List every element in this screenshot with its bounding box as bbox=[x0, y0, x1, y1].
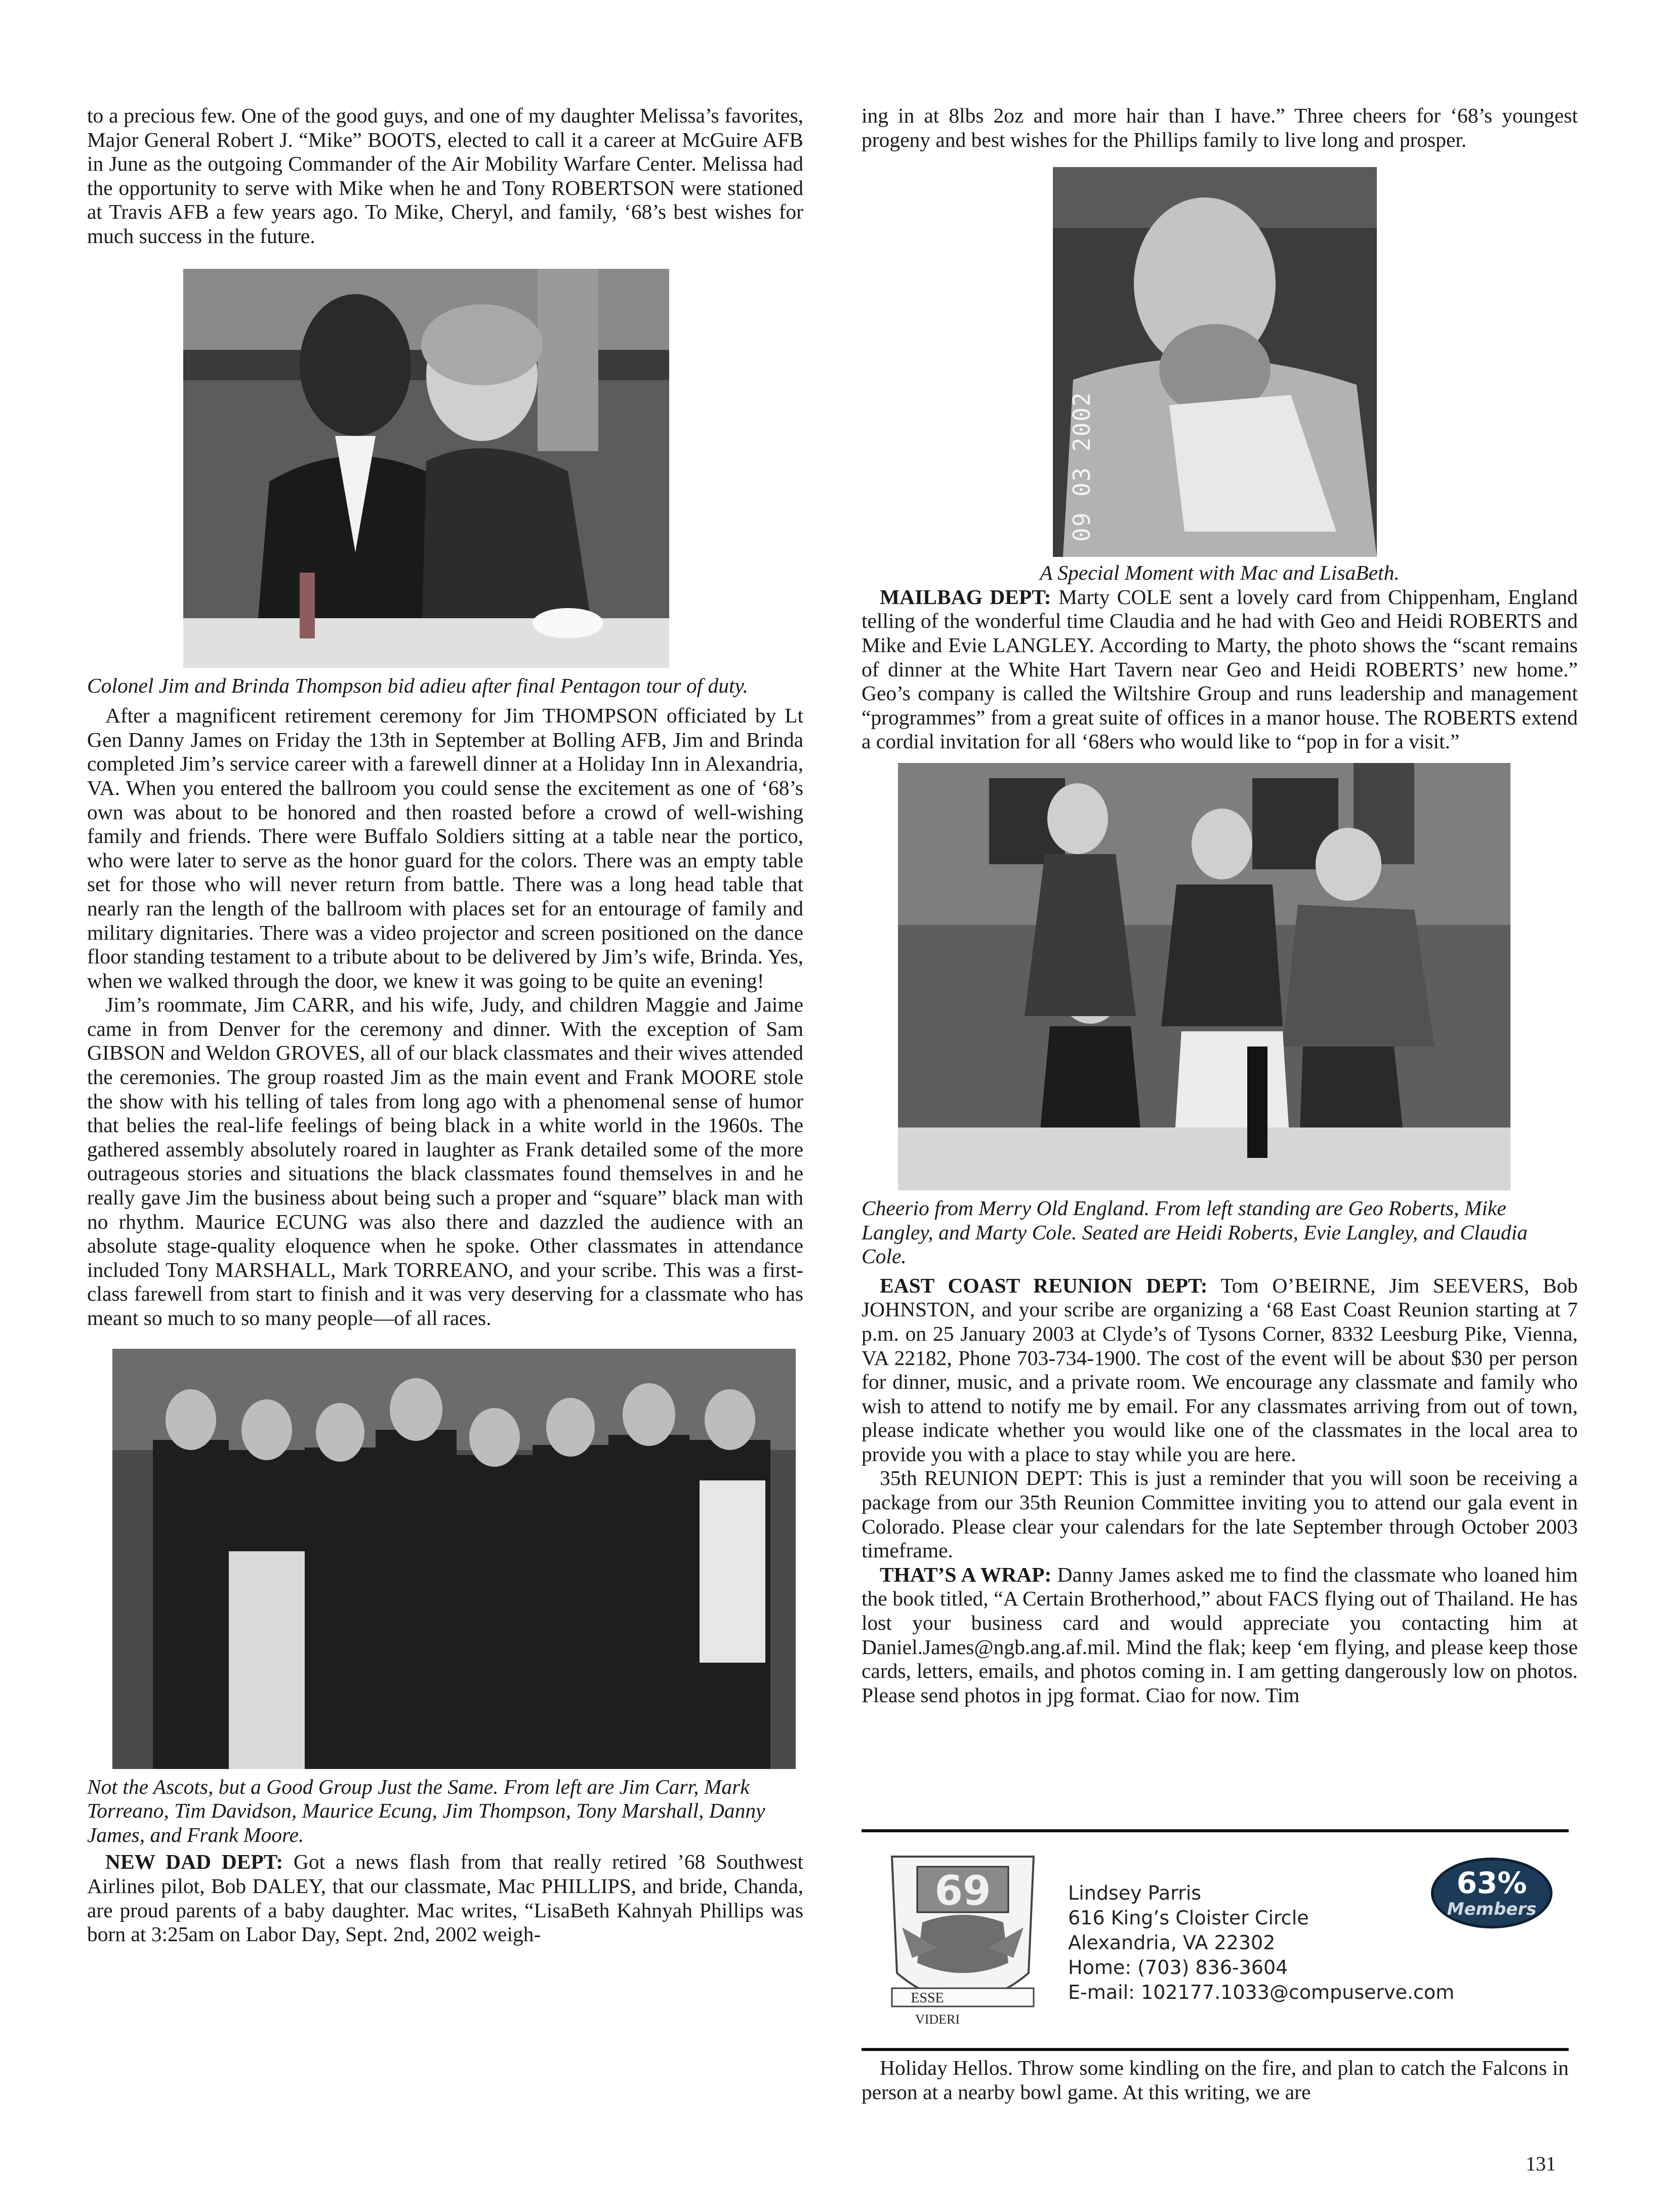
crest-year: 69 bbox=[934, 1867, 991, 1914]
reunion-paragraph bbox=[862, 1274, 1578, 1467]
crest-art bbox=[882, 1846, 1044, 2034]
reunion-label: EAST COAST REUNION DEPT: bbox=[880, 1273, 1208, 1297]
thompson-photo-art bbox=[183, 269, 669, 668]
class-contact-box bbox=[862, 1829, 1569, 2051]
baby-photo-art bbox=[1053, 167, 1377, 557]
caption-england: Cheerio from Merry Old England. From left standing are Geo Roberts, Mike Langley, and Marty Cole. Seated are Heidi Roberts, Evie Langley, and Claudia Cole. bbox=[862, 1196, 1528, 1268]
mailbag-paragraph bbox=[862, 585, 1578, 754]
ceremony-paragraph: After a magnificent retirement ceremony for Jim THOMPSON officiated by Lt Gen Danny James on Friday the 13th in September at Bolling AFB, Jim and Brinda completed Jim’s service career with a farewell dinner at a Holiday Inn in Alexandria, VA. When you entered the ballroom you could sense the excitement as one of ‘68’s own was about to be honored and then roasted before a crowd of well-wishing family and friends. There were Buffalo Soldiers sitting at a table near the portico, who were later to serve as the honor guard for the colors. There was an empty table set for those who will never return from battle. There was a long head table that nearly ran the length of the ballroom with places set for an entourage of family and military dignitaries. There was a video projector and screen positioned on the dance floor standing testament to a tribute about to be delivered by Jim’s wife, Brinda. Yes, when we walked through the door, we knew it was going to be quite an evening! bbox=[87, 704, 803, 992]
mailbag-text: Marty COLE sent a lovely card from Chippenham, England telling of the wonderful time Claudia and he had with Geo and Heidi ROBERTS and Mike and Evie LANGLEY. According to Marty, the photo shows the “scant remains of dinner at the White Hart Tavern near Geo and Heidi ROBERTS’ new home.” Geo’s company is called the Wiltshire Group and runs leadership and management “programmes” from a great suite of offices in a manor house. The ROBERTS extend a cordial invitation for all ‘68ers who would like to “pop in for a visit.” bbox=[862, 585, 1578, 753]
contact-name: Lindsey Parris bbox=[1068, 1882, 1202, 1904]
group-photo-art bbox=[112, 1349, 796, 1769]
continue-paragraph: ing in at 8lbs 2oz and more hair than I have.” Three cheers for ‘68’s youngest progeny and best wishes for the Phillips family to live long and prosper. bbox=[862, 104, 1578, 151]
england-photo-art bbox=[898, 763, 1510, 1190]
photo-england-dinner bbox=[898, 763, 1510, 1190]
photo-baby-moment bbox=[1053, 167, 1377, 557]
crest-motto-left: ESSE bbox=[911, 1990, 944, 2006]
left-column bbox=[87, 104, 803, 1947]
caption-ascots: Not the Ascots, but a Good Group Just the Same. From left are Jim Carr, Mark Torreano, Tim Davidson, Maurice Ecung, Jim Thompson, Tony Marshall, Danny James, and Frank Moore. bbox=[87, 1775, 765, 1846]
reunion-text: Tom O’BEIRNE, Jim SEEVERS, Bob JOHNSTON, and your scribe are organizing a ‘68 East Coast Reunion starting at 7 p.m. on 25 January 2003 at Clyde’s of Tysons Corner, 8332 Leesburg Pike, Vienna, VA 22182, Phone 703-734-1900. The cost of the event will be about $30 per person for dinner, music, and a private room. We encourage any classmate and family who wish to attend to notify me by email. For any classmates arriving from out of town, please indicate whether you would like one of the classmates in the local area to provide you with a place to stay while you are here. bbox=[862, 1273, 1578, 1466]
caption-thompson: Colonel Jim and Brinda Thompson bid adieu after final Pentagon tour of duty. bbox=[87, 673, 749, 697]
scribe-contact-info bbox=[1068, 1881, 1454, 2005]
photo-date-stamp: 09 03 2002 bbox=[1068, 391, 1095, 542]
wrap-text: Danny James asked me to find the classmate who loaned him the book titled, “A Certain Brotherhood,” about FACS flying out of Thailand. He has lost your business card and would appreciate you contacting him at Daniel.James@ngb.ang.af.mil. Mind the flak; keep ‘em flying, and please keep those cards, letters, emails, and photos coming in. I am getting dangerously low on photos. Please send photos in jpg format. Ciao for now. Tim bbox=[862, 1562, 1578, 1707]
contact-city: Alexandria, VA 22302 bbox=[1068, 1932, 1276, 1954]
mailbag-label: MAILBAG DEPT: bbox=[880, 585, 1051, 609]
reunion35-paragraph: 35th REUNION DEPT: This is just a reminder that you will soon be receiving a package from our 35th Reunion Committee inviting you to attend our gala event in Colorado. Please clear your calendars for the late September through October 2003 timeframe. bbox=[862, 1466, 1578, 1562]
class-crest bbox=[882, 1846, 1044, 2034]
right-column bbox=[862, 104, 1578, 1707]
photo-thompson-couple bbox=[183, 269, 669, 668]
newdad-label: NEW DAD DEPT: bbox=[105, 1850, 283, 1874]
badge-label: Members bbox=[1447, 1899, 1537, 1919]
page-number: 131 bbox=[1526, 2152, 1556, 2175]
contact-home-phone: Home: (703) 836-3604 bbox=[1068, 1956, 1288, 1979]
holiday-section bbox=[862, 2056, 1569, 2104]
newdad-text: Got a news flash from that really retired ’68 Southwest Airlines pilot, Bob DALEY, that our classmate, Mac PHILLIPS, and bride, Chanda, are proud parents of a baby daughter. Mac writes, “LisaBeth Kahnyah Phillips was born at 3:25am on Labor Day, Sept. 2nd, 2002 weigh- bbox=[87, 1850, 803, 1946]
badge-percent: 63% bbox=[1456, 1866, 1527, 1900]
photo-group-classmates bbox=[112, 1349, 796, 1769]
holiday-paragraph: Holiday Hellos. Throw some kindling on the fire, and plan to catch the Falcons in person at a nearby bowl game. At this writing, we are bbox=[862, 2056, 1569, 2104]
wrap-label: THAT’S A WRAP: bbox=[880, 1562, 1052, 1586]
contact-street: 616 King’s Cloister Circle bbox=[1068, 1907, 1309, 1929]
roommate-paragraph: Jim’s roommate, Jim CARR, and his wife, Judy, and children Maggie and Jaime came in from Denver for the ceremony and dinner. With the exception of Sam GIBSON and Weldon GROVES, all of our black classmates and their wives attended the ceremonies. The group roasted Jim as the main event and Frank MOORE stole the show with his telling of tales from long ago with a phenomenal sense of humor that belies the real-life feelings of being black in a white world in the 1960s. The gathered assembly absolutely roared in laughter as Frank detailed some of the more outrageous stories and situations the black classmates found themselves in and he really gave Jim the business about being such a proper and “square” black man with no rhythm. Maurice ECUNG was also there and dazzled the audience with an absolute stage-quality eloquence when he spoke. Other classmates in attendance included Tony MARSHALL, Mark TORREANO, and your scribe. This was a first-class farewell from start to finish and it was very deserving for a classmate who has meant so much to so many people—of all races. bbox=[87, 993, 803, 1330]
caption-baby: A Special Moment with Mac and LisaBeth. bbox=[1040, 561, 1400, 585]
intro-paragraph: to a precious few. One of the good guys, and one of my daughter Melissa’s favorites, Major General Robert J. “Mike” BOOTS, elected to call it a career at McGuire AFB in June as the outgoing Commander of the Air Mobility Warfare Center. Melissa had the opportunity to serve with Mike when he and Tony ROBERTSON were stationed at Travis AFB a few years ago. To Mike, Cheryl, and family, ‘68’s best wishes for much success in the future. bbox=[87, 104, 803, 248]
wrap-paragraph bbox=[862, 1563, 1578, 1708]
crest-motto-right: VIDERI bbox=[915, 2012, 960, 2027]
membership-badge bbox=[1431, 1858, 1552, 1928]
contact-email: E-mail: 102177.1033@compuserve.com bbox=[1068, 1981, 1455, 2003]
newdad-paragraph bbox=[87, 1850, 803, 1946]
